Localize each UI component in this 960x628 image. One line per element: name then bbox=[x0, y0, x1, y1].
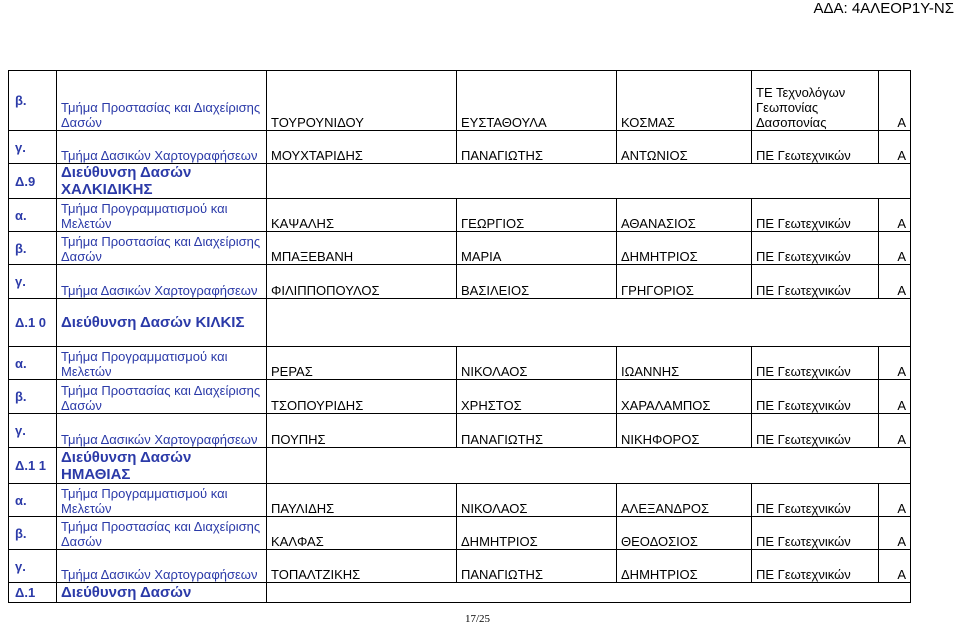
row-label: γ. bbox=[9, 131, 57, 164]
directorate-name: Διεύθυνση Δασών ΧΑΛΚΙΔΙΚΗΣ bbox=[57, 164, 267, 199]
department-name: Τμήμα Προστασίας και Διαχείρισης Δασών bbox=[57, 232, 267, 265]
category-cell: Α bbox=[879, 265, 911, 299]
row-label: Δ.1 1 bbox=[9, 448, 57, 484]
row-label: γ. bbox=[9, 265, 57, 299]
directorate-name: Διεύθυνση Δασών bbox=[57, 583, 267, 603]
specialty-cell: ΠΕ Γεωτεχνικών bbox=[752, 265, 879, 299]
directorate-row bbox=[9, 448, 911, 484]
row-label: Δ.1 bbox=[9, 583, 57, 603]
category-cell: Α bbox=[879, 517, 911, 550]
surname-cell: ΜΟΥΧΤΑΡΙΔΗΣ bbox=[267, 131, 457, 164]
department-name: Τμήμα Προγραμματισμού και Μελετών bbox=[57, 199, 267, 232]
father-name-cell: ΘΕΟΔΟΣΙΟΣ bbox=[617, 517, 752, 550]
category-cell: Α bbox=[879, 414, 911, 448]
directorate-row bbox=[9, 164, 911, 199]
first-name-cell: ΧΡΗΣΤΟΣ bbox=[457, 380, 617, 414]
father-name-cell: ΓΡΗΓΟΡΙΟΣ bbox=[617, 265, 752, 299]
department-name: Τμήμα Δασικών Χαρτογραφήσεων bbox=[57, 265, 267, 299]
table-row bbox=[9, 232, 911, 265]
specialty-cell: ΠΕ Γεωτεχνικών bbox=[752, 199, 879, 232]
first-name-cell: ΒΑΣΙΛΕΙΟΣ bbox=[457, 265, 617, 299]
row-label: β. bbox=[9, 380, 57, 414]
table-row bbox=[9, 347, 911, 380]
department-name: Τμήμα Προγραμματισμού και Μελετών bbox=[57, 484, 267, 517]
first-name-cell: ΝΙΚΟΛΑΟΣ bbox=[457, 484, 617, 517]
directorate-name: Διεύθυνση Δασών ΗΜΑΘΙΑΣ bbox=[57, 448, 267, 484]
specialty-cell: ΠΕ Γεωτεχνικών bbox=[752, 380, 879, 414]
category-cell: Α bbox=[879, 131, 911, 164]
row-label: β. bbox=[9, 517, 57, 550]
table-row bbox=[9, 484, 911, 517]
staff-table bbox=[8, 70, 911, 603]
father-name-cell: ΝΙΚΗΦΟΡΟΣ bbox=[617, 414, 752, 448]
table-row bbox=[9, 71, 911, 131]
father-name-cell: ΚΟΣΜΑΣ bbox=[617, 71, 752, 131]
first-name-cell: ΔΗΜΗΤΡΙΟΣ bbox=[457, 517, 617, 550]
father-name-cell: ΧΑΡΑΛΑΜΠΟΣ bbox=[617, 380, 752, 414]
surname-cell: ΤΣΟΠΟΥΡΙΔΗΣ bbox=[267, 380, 457, 414]
surname-cell: ΡΕΡΑΣ bbox=[267, 347, 457, 380]
first-name-cell: ΕΥΣΤΑΘΟΥΛΑ bbox=[457, 71, 617, 131]
row-label: Δ.9 bbox=[9, 164, 57, 199]
row-label: α. bbox=[9, 484, 57, 517]
department-name: Τμήμα Προγραμματισμού και Μελετών bbox=[57, 347, 267, 380]
specialty-cell: ΤΕ Τεχνολόγων Γεωπονίας Δασοπονίας bbox=[752, 71, 879, 131]
father-name-cell: ΔΗΜΗΤΡΙΟΣ bbox=[617, 232, 752, 265]
first-name-cell: ΠΑΝΑΓΙΩΤΗΣ bbox=[457, 414, 617, 448]
row-label: γ. bbox=[9, 414, 57, 448]
surname-cell: ΤΟΠΑΛΤΖΙΚΗΣ bbox=[267, 550, 457, 583]
father-name-cell: ΑΛΕΞΑΝΔΡΟΣ bbox=[617, 484, 752, 517]
category-cell: Α bbox=[879, 199, 911, 232]
directorate-row bbox=[9, 583, 911, 603]
row-label: α. bbox=[9, 347, 57, 380]
directorate-row bbox=[9, 299, 911, 347]
father-name-cell: ΙΩΑΝΝΗΣ bbox=[617, 347, 752, 380]
surname-cell: ΦΙΛΙΠΠΟΠΟΥΛΟΣ bbox=[267, 265, 457, 299]
category-cell: Α bbox=[879, 380, 911, 414]
empty-cell bbox=[267, 448, 911, 484]
first-name-cell: ΠΑΝΑΓΙΩΤΗΣ bbox=[457, 550, 617, 583]
surname-cell: ΜΠΑΞΕΒΑΝΗ bbox=[267, 232, 457, 265]
first-name-cell: ΠΑΝΑΓΙΩΤΗΣ bbox=[457, 131, 617, 164]
row-label: Δ.1 0 bbox=[9, 299, 57, 347]
father-name-cell: ΑΝΤΩΝΙΟΣ bbox=[617, 131, 752, 164]
specialty-cell: ΠΕ Γεωτεχνικών bbox=[752, 550, 879, 583]
department-name: Τμήμα Προστασίας και Διαχείρισης Δασών bbox=[57, 380, 267, 414]
surname-cell: ΠΟΥΠΗΣ bbox=[267, 414, 457, 448]
empty-cell bbox=[267, 299, 911, 347]
first-name-cell: ΓΕΩΡΓΙΟΣ bbox=[457, 199, 617, 232]
department-name: Τμήμα Δασικών Χαρτογραφήσεων bbox=[57, 131, 267, 164]
specialty-cell: ΠΕ Γεωτεχνικών bbox=[752, 484, 879, 517]
first-name-cell: ΜΑΡΙΑ bbox=[457, 232, 617, 265]
row-label: α. bbox=[9, 199, 57, 232]
department-name: Τμήμα Προστασίας και Διαχείρισης Δασών bbox=[57, 517, 267, 550]
empty-cell bbox=[267, 583, 911, 603]
father-name-cell: ΑΘΑΝΑΣΙΟΣ bbox=[617, 199, 752, 232]
row-label: β. bbox=[9, 232, 57, 265]
row-label: γ. bbox=[9, 550, 57, 583]
surname-cell: ΠΑΥΛΙΔΗΣ bbox=[267, 484, 457, 517]
specialty-cell: ΠΕ Γεωτεχνικών bbox=[752, 414, 879, 448]
specialty-cell: ΠΕ Γεωτεχνικών bbox=[752, 131, 879, 164]
surname-cell: ΤΟΥΡΟΥΝΙΔΟΥ bbox=[267, 71, 457, 131]
specialty-cell: ΠΕ Γεωτεχνικών bbox=[752, 232, 879, 265]
document-code: ΑΔΑ: 4ΑΛΕΟΡ1Υ-ΝΣ bbox=[813, 0, 954, 17]
category-cell: Α bbox=[879, 484, 911, 517]
table-row bbox=[9, 131, 911, 164]
table-row bbox=[9, 414, 911, 448]
table-row bbox=[9, 517, 911, 550]
category-cell: Α bbox=[879, 347, 911, 380]
directorate-name: Διεύθυνση Δασών ΚΙΛΚΙΣ bbox=[57, 299, 267, 347]
row-label: β. bbox=[9, 71, 57, 131]
department-name: Τμήμα Δασικών Χαρτογραφήσεων bbox=[57, 414, 267, 448]
table-row bbox=[9, 550, 911, 583]
empty-cell bbox=[267, 164, 911, 199]
category-cell: Α bbox=[879, 232, 911, 265]
surname-cell: ΚΑΨΑΛΗΣ bbox=[267, 199, 457, 232]
surname-cell: ΚΑΛΦΑΣ bbox=[267, 517, 457, 550]
table-row bbox=[9, 199, 911, 232]
table-row bbox=[9, 380, 911, 414]
department-name: Τμήμα Δασικών Χαρτογραφήσεων bbox=[57, 550, 267, 583]
specialty-cell: ΠΕ Γεωτεχνικών bbox=[752, 347, 879, 380]
page-number: 17/25 bbox=[465, 613, 491, 625]
table-row bbox=[9, 265, 911, 299]
department-name: Τμήμα Προστασίας και Διαχείρισης Δασών bbox=[57, 71, 267, 131]
specialty-cell: ΠΕ Γεωτεχνικών bbox=[752, 517, 879, 550]
category-cell: Α bbox=[879, 71, 911, 131]
father-name-cell: ΔΗΜΗΤΡΙΟΣ bbox=[617, 550, 752, 583]
first-name-cell: ΝΙΚΟΛΑΟΣ bbox=[457, 347, 617, 380]
category-cell: Α bbox=[879, 550, 911, 583]
